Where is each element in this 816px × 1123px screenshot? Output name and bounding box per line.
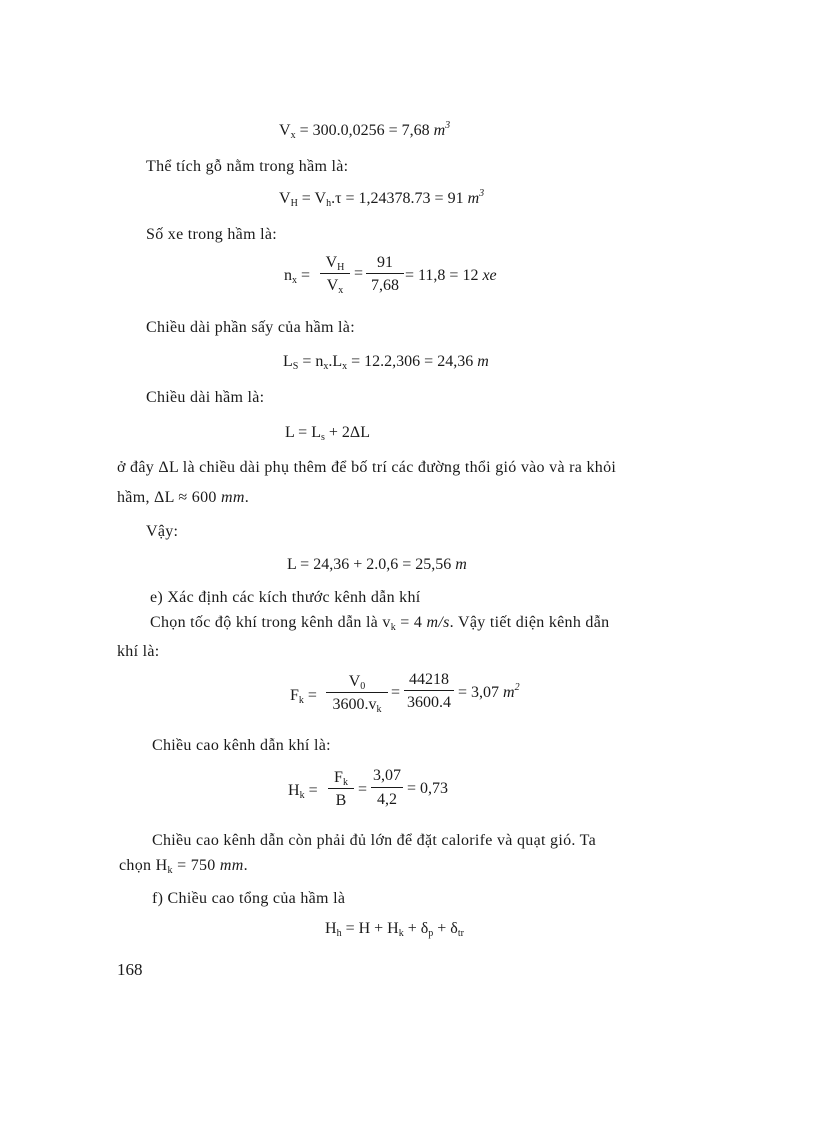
paragraph: Vậy: [146,523,179,540]
paragraph: Chiều dài phần sấy của hầm là: [146,319,355,336]
equation-drying-length: $L_S = n_x.L_x = 12.2,306 = 24,36$ m [283,353,489,372]
paragraph: Chọn tốc độ khí trong kênh dẫn là $v_k = 4$ m/s. Vậy tiết diện kênh dẫn [150,614,610,633]
paragraph: khí là: [117,643,160,660]
equation-wood-volume: $V_H = V_h.\tau = 1,24378.73 = 91$ $m^3$ [279,188,485,209]
paragraph: Thể tích gỗ nằm trong hầm là: [146,158,349,175]
paragraph: Chiều cao kênh dẫn khí là: [152,737,331,754]
paragraph: hầm, ΔL ≈ 600 mm. [117,489,250,506]
paragraph: Chiều dài hầm là: [146,389,265,406]
paragraph: Chiều cao kênh dẫn còn phải đủ lớn để đặt calorife và quạt gió. Ta [152,832,597,849]
equation-volume-per-cart: $V_x = 300.0,0256 = 7,68$ $m^3$ [279,120,451,141]
equation-tunnel-length: $L = L_s + 2\Delta L$ [285,424,370,443]
document-page: $V_x = 300.0,0256 = 7,68$ $m^3$ Thể tích gỗ nằm trong hầm là: $V_H = V_h.\tau = 1,24378.73 = 91$ $m^3$ Số xe trong hầm là: $n_x$ = $V_H$ $V_x$ = 91 7,68 = 11,8 = 12 xe Chiều dài phần sấy của hầm là: $L_S = n_x.L_x = 12.2,306 = 24,36$ m Chiều dài hầm là: $L = L_s + 2\Delta L$ ở đây ΔL là chiều dài phụ thêm để bố trí các đường thổi gió vào và ra khỏi hầm, ΔL ≈ 600 mm. Vậy: L = 24,36 + 2.0,6 = 25,56 m e) Xác định các kích thước kênh dẫn khí Chọn tốc độ khí trong kênh dẫn là $v_k = 4$ m/s. Vậy tiết diện kênh dẫn khí là: $F_k$ = $V_0$ $3600.v_k$ = 44218 3600.4 = 3,07 $m^2$ Chiều cao kênh dẫn khí là: $H_k$ = $F_k$ B = 3,07 4,2 = 0,73 Chiều cao kênh dẫn còn phải đủ lớn để đặt calorife và quạt gió. Ta chọn $H_k = 750$ mm. f) Chiều cao tổng của hầm là $H_h = H + H_k + \delta_p + \delta_{tr}$ 168 [117,120,617,979]
equation-total-height: $H_h = H + H_k + \delta_p + \delta_{tr}$ [325,920,464,939]
equation-total-length: L = 24,36 + 2.0,6 = 25,56 m [287,556,467,573]
page-number: 168 [117,960,143,979]
section-heading: e) Xác định các kích thước kênh dẫn khí [150,589,421,606]
section-heading: f) Chiều cao tổng của hầm là [152,890,346,907]
paragraph: Số xe trong hầm là: [146,226,278,243]
paragraph: ở đây ΔL là chiều dài phụ thêm để bố trí các đường thổi gió vào và ra khỏi [117,459,617,476]
paragraph: chọn $H_k = 750$ mm. [119,857,248,876]
